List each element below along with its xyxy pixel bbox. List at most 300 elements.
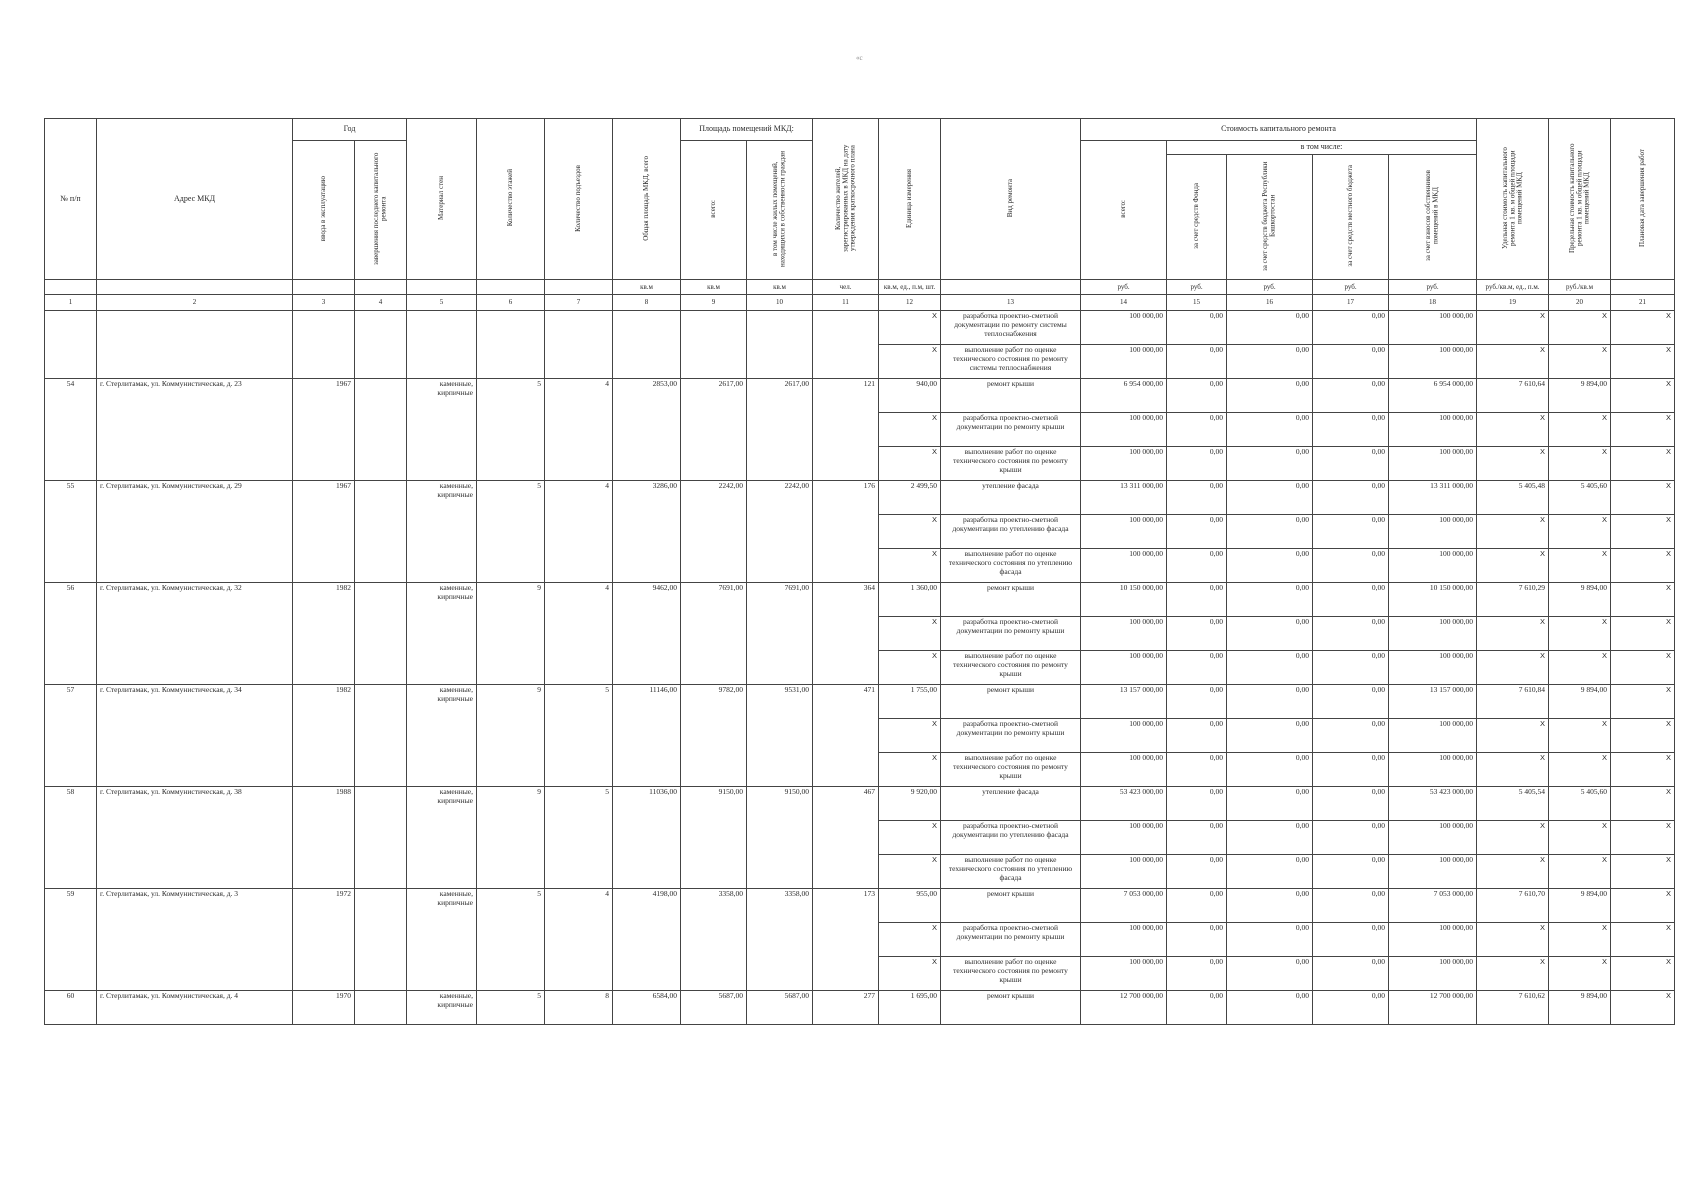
fund-cell: 0,00 — [1167, 583, 1227, 617]
last-repair-cell — [355, 685, 407, 787]
unit-cell — [45, 280, 97, 295]
fund-cell: 0,00 — [1167, 515, 1227, 549]
units-row — [45, 280, 1675, 295]
header-total-area: Общая площадь МКД, всего — [613, 119, 681, 280]
owners-cell: 100 000,00 — [1389, 413, 1477, 447]
limit-cost-cell: X — [1549, 447, 1611, 481]
specific-cost-cell: X — [1477, 549, 1549, 583]
unit-cell: руб./кв.м — [1549, 280, 1611, 295]
unit-value-cell: X — [879, 753, 941, 787]
cost-total-cell: 100 000,00 — [1081, 447, 1167, 481]
address-cell: г. Стерлитамак, ул. Коммунистическая, д. 32 — [97, 583, 293, 685]
entrances-cell: 4 — [545, 481, 613, 583]
rb-budget-cell: 0,00 — [1227, 481, 1313, 515]
unit-value-cell: 1 360,00 — [879, 583, 941, 617]
unit-value-cell: X — [879, 515, 941, 549]
specific-cost-cell: X — [1477, 821, 1549, 855]
rb-budget-cell: 0,00 — [1227, 923, 1313, 957]
plan-date-cell: X — [1611, 787, 1675, 821]
owners-cell: 13 311 000,00 — [1389, 481, 1477, 515]
owners-cell: 100 000,00 — [1389, 549, 1477, 583]
owners-cell: 53 423 000,00 — [1389, 787, 1477, 821]
plan-date-cell: X — [1611, 413, 1675, 447]
unit-value-cell: X — [879, 855, 941, 889]
plan-date-cell: X — [1611, 923, 1675, 957]
local-budget-cell: 0,00 — [1313, 821, 1389, 855]
column-number-cell: 16 — [1227, 295, 1313, 311]
cost-total-cell: 100 000,00 — [1081, 753, 1167, 787]
house-number-cell: 59 — [45, 889, 97, 991]
unit-cell — [1611, 280, 1675, 295]
rb-budget-cell: 0,00 — [1227, 889, 1313, 923]
header-area-group: Площадь помещений МКД: — [681, 119, 813, 141]
local-budget-cell: 0,00 — [1313, 889, 1389, 923]
living-area-cell — [747, 311, 813, 379]
header-year-commissioning: ввода в эксплуатацию — [293, 141, 355, 280]
limit-cost-cell: 9 894,00 — [1549, 379, 1611, 413]
owners-cell: 100 000,00 — [1389, 855, 1477, 889]
plan-date-cell: X — [1611, 957, 1675, 991]
repair-type-cell: ремонт крыши — [941, 379, 1081, 413]
rb-budget-cell: 0,00 — [1227, 311, 1313, 345]
limit-cost-cell: X — [1549, 617, 1611, 651]
rb-budget-cell: 0,00 — [1227, 821, 1313, 855]
entrances-cell: 5 — [545, 787, 613, 889]
limit-cost-cell: X — [1549, 719, 1611, 753]
year-cell: 1970 — [293, 991, 355, 1025]
plan-date-cell: X — [1611, 583, 1675, 617]
unit-cell — [97, 280, 293, 295]
specific-cost-cell: 7 610,70 — [1477, 889, 1549, 923]
total-area-cell: 6584,00 — [613, 991, 681, 1025]
header-cost-total: всего: — [1081, 141, 1167, 280]
limit-cost-cell: X — [1549, 923, 1611, 957]
last-repair-cell — [355, 991, 407, 1025]
local-budget-cell: 0,00 — [1313, 855, 1389, 889]
unit-cell — [293, 280, 355, 295]
walls-cell: каменные, кирпичные — [407, 991, 477, 1025]
repair-type-cell: ремонт крыши — [941, 685, 1081, 719]
specific-cost-cell: X — [1477, 923, 1549, 957]
cost-total-cell: 7 053 000,00 — [1081, 889, 1167, 923]
fund-cell: 0,00 — [1167, 651, 1227, 685]
plan-date-cell: X — [1611, 311, 1675, 345]
plan-date-cell: X — [1611, 345, 1675, 379]
repair-type-cell: разработка проектно-сметной документации по ремонту крыши — [941, 617, 1081, 651]
local-budget-cell: 0,00 — [1313, 787, 1389, 821]
unit-cell: кв.м, ед., п.м, шт. — [879, 280, 941, 295]
unit-value-cell: X — [879, 821, 941, 855]
area-cell: 2242,00 — [681, 481, 747, 583]
local-budget-cell: 0,00 — [1313, 413, 1389, 447]
area-cell: 9782,00 — [681, 685, 747, 787]
plan-date-cell: X — [1611, 651, 1675, 685]
table-header — [45, 119, 1675, 311]
fund-cell: 0,00 — [1167, 923, 1227, 957]
rb-budget-cell: 0,00 — [1227, 379, 1313, 413]
plan-date-cell: X — [1611, 617, 1675, 651]
local-budget-cell: 0,00 — [1313, 957, 1389, 991]
limit-cost-cell: X — [1549, 855, 1611, 889]
repair-type-cell: разработка проектно-сметной документации по ремонту крыши — [941, 719, 1081, 753]
repair-type-cell: выполнение работ по оценке технического состояния по ремонту крыши — [941, 447, 1081, 481]
owners-cell: 100 000,00 — [1389, 957, 1477, 991]
unit-value-cell: 1 695,00 — [879, 991, 941, 1025]
repair-type-cell: разработка проектно-сметной документации по утеплению фасада — [941, 821, 1081, 855]
entrances-cell: 5 — [545, 685, 613, 787]
rb-budget-cell: 0,00 — [1227, 583, 1313, 617]
local-budget-cell: 0,00 — [1313, 719, 1389, 753]
cost-total-cell: 100 000,00 — [1081, 957, 1167, 991]
header-year-last-repair: завершения последнего капитального ремонта — [355, 141, 407, 280]
repair-type-cell: выполнение работ по оценке технического состояния по ремонту системы теплоснабжения — [941, 345, 1081, 379]
header-repair-type: Вид ремонта — [941, 119, 1081, 280]
floors-cell: 5 — [477, 991, 545, 1025]
column-number-cell: 17 — [1313, 295, 1389, 311]
repair-type-cell: ремонт крыши — [941, 991, 1081, 1025]
floors-cell — [477, 311, 545, 379]
repair-type-cell: ремонт крыши — [941, 583, 1081, 617]
limit-cost-cell: X — [1549, 549, 1611, 583]
header-floors: Количество этажей — [477, 119, 545, 280]
cost-total-cell: 100 000,00 — [1081, 617, 1167, 651]
house-number-cell: 60 — [45, 991, 97, 1025]
limit-cost-cell: X — [1549, 651, 1611, 685]
address-cell: г. Стерлитамак, ул. Коммунистическая, д. 4 — [97, 991, 293, 1025]
specific-cost-cell: X — [1477, 753, 1549, 787]
header-rb-budget: за счет средств бюджета Республики Башкортостан — [1227, 155, 1313, 280]
house-number-cell: 54 — [45, 379, 97, 481]
living-area-cell: 9150,00 — [747, 787, 813, 889]
repair-type-cell: выполнение работ по оценке технического состояния по утеплению фасада — [941, 549, 1081, 583]
specific-cost-cell: X — [1477, 617, 1549, 651]
fund-cell: 0,00 — [1167, 481, 1227, 515]
fund-cell: 0,00 — [1167, 991, 1227, 1025]
total-area-cell — [613, 311, 681, 379]
address-cell: г. Стерлитамак, ул. Коммунистическая, д. 29 — [97, 481, 293, 583]
cost-total-cell: 100 000,00 — [1081, 345, 1167, 379]
last-repair-cell — [355, 787, 407, 889]
repair-type-cell: выполнение работ по оценке технического состояния по утеплению фасада — [941, 855, 1081, 889]
local-budget-cell: 0,00 — [1313, 481, 1389, 515]
fund-cell: 0,00 — [1167, 311, 1227, 345]
cost-total-cell: 100 000,00 — [1081, 719, 1167, 753]
header-specific-cost: Удельная стоимость капитального ремонта 1 кв. м общей площади помещений МКД — [1477, 119, 1549, 280]
unit-cell: кв.м — [681, 280, 747, 295]
plan-date-cell: X — [1611, 515, 1675, 549]
column-number-cell: 11 — [813, 295, 879, 311]
local-budget-cell: 0,00 — [1313, 379, 1389, 413]
limit-cost-cell: 9 894,00 — [1549, 685, 1611, 719]
address-cell: г. Стерлитамак, ул. Коммунистическая, д. 34 — [97, 685, 293, 787]
residents-cell: 121 — [813, 379, 879, 481]
header-area-total: всего: — [681, 141, 747, 280]
limit-cost-cell: X — [1549, 311, 1611, 345]
repair-type-cell: выполнение работ по оценке технического состояния по ремонту крыши — [941, 957, 1081, 991]
fund-cell: 0,00 — [1167, 447, 1227, 481]
total-area-cell: 2853,00 — [613, 379, 681, 481]
unit-cell: руб. — [1081, 280, 1167, 295]
plan-date-cell: X — [1611, 549, 1675, 583]
unit-value-cell: X — [879, 311, 941, 345]
plan-date-cell: X — [1611, 481, 1675, 515]
living-area-cell: 9531,00 — [747, 685, 813, 787]
rb-budget-cell: 0,00 — [1227, 991, 1313, 1025]
plan-date-cell: X — [1611, 685, 1675, 719]
header-address: Адрес МКД — [97, 119, 293, 280]
local-budget-cell: 0,00 — [1313, 515, 1389, 549]
living-area-cell: 2617,00 — [747, 379, 813, 481]
total-area-cell: 3286,00 — [613, 481, 681, 583]
cost-total-cell: 100 000,00 — [1081, 923, 1167, 957]
rb-budget-cell: 0,00 — [1227, 855, 1313, 889]
unit-value-cell: X — [879, 447, 941, 481]
local-budget-cell: 0,00 — [1313, 447, 1389, 481]
residents-cell: 277 — [813, 991, 879, 1025]
column-number-cell: 1 — [45, 295, 97, 311]
repair-type-cell: разработка проектно-сметной документации по ремонту системы теплоснабжения — [941, 311, 1081, 345]
repair-type-cell: ремонт крыши — [941, 889, 1081, 923]
rb-budget-cell: 0,00 — [1227, 685, 1313, 719]
fund-cell: 0,00 — [1167, 379, 1227, 413]
header-owners: за счет взносов собственников помещений в МКД — [1389, 155, 1477, 280]
area-cell — [681, 311, 747, 379]
specific-cost-cell: 5 405,54 — [1477, 787, 1549, 821]
plan-date-cell: X — [1611, 753, 1675, 787]
unit-value-cell: 2 499,50 — [879, 481, 941, 515]
unit-value-cell: X — [879, 549, 941, 583]
fund-cell: 0,00 — [1167, 821, 1227, 855]
owners-cell: 100 000,00 — [1389, 311, 1477, 345]
rb-budget-cell: 0,00 — [1227, 549, 1313, 583]
walls-cell: каменные, кирпичные — [407, 481, 477, 583]
specific-cost-cell: 7 610,29 — [1477, 583, 1549, 617]
owners-cell: 100 000,00 — [1389, 617, 1477, 651]
floors-cell: 5 — [477, 481, 545, 583]
unit-cell — [477, 280, 545, 295]
specific-cost-cell: 5 405,48 — [1477, 481, 1549, 515]
owners-cell: 100 000,00 — [1389, 515, 1477, 549]
header-plan-date: Плановая дата завершения работ — [1611, 119, 1675, 280]
header-walls: Материал стен — [407, 119, 477, 280]
header-unit: Единица измерения — [879, 119, 941, 280]
specific-cost-cell: 7 610,64 — [1477, 379, 1549, 413]
last-repair-cell — [355, 889, 407, 991]
cost-total-cell: 10 150 000,00 — [1081, 583, 1167, 617]
limit-cost-cell: 5 405,60 — [1549, 481, 1611, 515]
owners-cell: 100 000,00 — [1389, 821, 1477, 855]
repair-type-cell: утепление фасада — [941, 481, 1081, 515]
header-entrances: Количество подъездов — [545, 119, 613, 280]
plan-date-cell: X — [1611, 889, 1675, 923]
fund-cell: 0,00 — [1167, 787, 1227, 821]
owners-cell: 100 000,00 — [1389, 753, 1477, 787]
limit-cost-cell: X — [1549, 753, 1611, 787]
unit-value-cell: X — [879, 345, 941, 379]
repair-type-cell: выполнение работ по оценке технического состояния по ремонту крыши — [941, 651, 1081, 685]
limit-cost-cell: X — [1549, 515, 1611, 549]
cost-total-cell: 100 000,00 — [1081, 821, 1167, 855]
owners-cell: 100 000,00 — [1389, 923, 1477, 957]
cost-total-cell: 100 000,00 — [1081, 855, 1167, 889]
unit-cell: руб. — [1227, 280, 1313, 295]
table-row — [45, 889, 1675, 923]
entrances-cell — [545, 311, 613, 379]
plan-date-cell: X — [1611, 855, 1675, 889]
local-budget-cell: 0,00 — [1313, 583, 1389, 617]
limit-cost-cell: 9 894,00 — [1549, 583, 1611, 617]
walls-cell: каменные, кирпичные — [407, 583, 477, 685]
cost-total-cell: 13 311 000,00 — [1081, 481, 1167, 515]
year-cell: 1988 — [293, 787, 355, 889]
owners-cell: 10 150 000,00 — [1389, 583, 1477, 617]
unit-value-cell: X — [879, 719, 941, 753]
specific-cost-cell: X — [1477, 413, 1549, 447]
limit-cost-cell: 9 894,00 — [1549, 991, 1611, 1025]
limit-cost-cell: X — [1549, 821, 1611, 855]
unit-cell: руб./кв.м, ед., п.м. — [1477, 280, 1549, 295]
cost-total-cell: 100 000,00 — [1081, 311, 1167, 345]
column-number-cell: 14 — [1081, 295, 1167, 311]
column-number-cell: 19 — [1477, 295, 1549, 311]
specific-cost-cell: 7 610,62 — [1477, 991, 1549, 1025]
column-number-cell: 13 — [941, 295, 1081, 311]
residents-cell: 467 — [813, 787, 879, 889]
unit-cell: чел. — [813, 280, 879, 295]
rb-budget-cell: 0,00 — [1227, 787, 1313, 821]
unit-value-cell: 940,00 — [879, 379, 941, 413]
top-mark: «с — [856, 54, 863, 62]
living-area-cell: 2242,00 — [747, 481, 813, 583]
owners-cell: 6 954 000,00 — [1389, 379, 1477, 413]
local-budget-cell: 0,00 — [1313, 651, 1389, 685]
header-year-group: Год — [293, 119, 407, 141]
unit-value-cell: X — [879, 957, 941, 991]
house-number-cell: 57 — [45, 685, 97, 787]
owners-cell: 13 157 000,00 — [1389, 685, 1477, 719]
limit-cost-cell: 9 894,00 — [1549, 889, 1611, 923]
walls-cell — [407, 311, 477, 379]
entrances-cell: 8 — [545, 991, 613, 1025]
owners-cell: 100 000,00 — [1389, 719, 1477, 753]
rb-budget-cell: 0,00 — [1227, 957, 1313, 991]
repair-type-cell: утепление фасада — [941, 787, 1081, 821]
residents-cell: 364 — [813, 583, 879, 685]
table-row — [45, 583, 1675, 617]
column-number-cell: 15 — [1167, 295, 1227, 311]
rb-budget-cell: 0,00 — [1227, 753, 1313, 787]
living-area-cell: 3358,00 — [747, 889, 813, 991]
year-cell: 1982 — [293, 583, 355, 685]
limit-cost-cell: X — [1549, 957, 1611, 991]
table-row — [45, 991, 1675, 1025]
limit-cost-cell: X — [1549, 345, 1611, 379]
plan-date-cell: X — [1611, 447, 1675, 481]
owners-cell: 12 700 000,00 — [1389, 991, 1477, 1025]
unit-cell — [355, 280, 407, 295]
address-cell: г. Стерлитамак, ул. Коммунистическая, д. 23 — [97, 379, 293, 481]
table-row — [45, 311, 1675, 345]
walls-cell: каменные, кирпичные — [407, 787, 477, 889]
walls-cell: каменные, кирпичные — [407, 685, 477, 787]
unit-cell: кв.м — [613, 280, 681, 295]
header-number: № п/п — [45, 119, 97, 280]
unit-value-cell: X — [879, 923, 941, 957]
unit-cell: кв.м — [747, 280, 813, 295]
house-number-cell — [45, 311, 97, 379]
plan-date-cell: X — [1611, 379, 1675, 413]
specific-cost-cell: 7 610,84 — [1477, 685, 1549, 719]
column-number-cell: 20 — [1549, 295, 1611, 311]
capital-repair-table — [44, 118, 1675, 1025]
rb-budget-cell: 0,00 — [1227, 413, 1313, 447]
specific-cost-cell: X — [1477, 345, 1549, 379]
fund-cell: 0,00 — [1167, 685, 1227, 719]
repair-type-cell: разработка проектно-сметной документации по утеплению фасада — [941, 515, 1081, 549]
living-area-cell: 5687,00 — [747, 991, 813, 1025]
table-row — [45, 379, 1675, 413]
local-budget-cell: 0,00 — [1313, 617, 1389, 651]
header-cost-group: Стоимость капитального ремонта — [1081, 119, 1477, 141]
residents-cell — [813, 311, 879, 379]
area-cell: 9150,00 — [681, 787, 747, 889]
header-incl-group: в том числе: — [1167, 141, 1477, 155]
plan-date-cell: X — [1611, 719, 1675, 753]
column-number-cell: 8 — [613, 295, 681, 311]
residents-cell: 176 — [813, 481, 879, 583]
unit-cell: руб. — [1313, 280, 1389, 295]
column-number-cell: 12 — [879, 295, 941, 311]
last-repair-cell — [355, 583, 407, 685]
unit-value-cell: X — [879, 413, 941, 447]
house-number-cell: 58 — [45, 787, 97, 889]
cost-total-cell: 100 000,00 — [1081, 651, 1167, 685]
fund-cell: 0,00 — [1167, 957, 1227, 991]
cost-total-cell: 6 954 000,00 — [1081, 379, 1167, 413]
year-cell: 1967 — [293, 379, 355, 481]
rb-budget-cell: 0,00 — [1227, 345, 1313, 379]
table-row — [45, 787, 1675, 821]
entrances-cell: 4 — [545, 889, 613, 991]
header-local-budget: за счет средств местного бюджета — [1313, 155, 1389, 280]
unit-value-cell: 1 755,00 — [879, 685, 941, 719]
header-area-living: в том числе жилых помещений, находящихся в собственности граждан — [747, 141, 813, 280]
column-number-cell: 18 — [1389, 295, 1477, 311]
column-numbers-row — [45, 295, 1675, 311]
year-cell: 1982 — [293, 685, 355, 787]
local-budget-cell: 0,00 — [1313, 345, 1389, 379]
header-residents: Количество жителей, зарегистрированных в МКД на дату утверждения краткосрочного плана — [813, 119, 879, 280]
fund-cell: 0,00 — [1167, 549, 1227, 583]
column-number-cell: 10 — [747, 295, 813, 311]
local-budget-cell: 0,00 — [1313, 549, 1389, 583]
unit-value-cell: 9 920,00 — [879, 787, 941, 821]
rb-budget-cell: 0,00 — [1227, 617, 1313, 651]
total-area-cell: 11146,00 — [613, 685, 681, 787]
local-budget-cell: 0,00 — [1313, 311, 1389, 345]
last-repair-cell — [355, 311, 407, 379]
rb-budget-cell: 0,00 — [1227, 515, 1313, 549]
column-number-cell: 3 — [293, 295, 355, 311]
area-cell: 2617,00 — [681, 379, 747, 481]
owners-cell: 7 053 000,00 — [1389, 889, 1477, 923]
address-cell: г. Стерлитамак, ул. Коммунистическая, д. 38 — [97, 787, 293, 889]
fund-cell: 0,00 — [1167, 345, 1227, 379]
header-limit-cost: Предельная стоимость капитального ремонта 1 кв. м общей площади помещений МКД — [1549, 119, 1611, 280]
living-area-cell: 7691,00 — [747, 583, 813, 685]
residents-cell: 173 — [813, 889, 879, 991]
local-budget-cell: 0,00 — [1313, 753, 1389, 787]
